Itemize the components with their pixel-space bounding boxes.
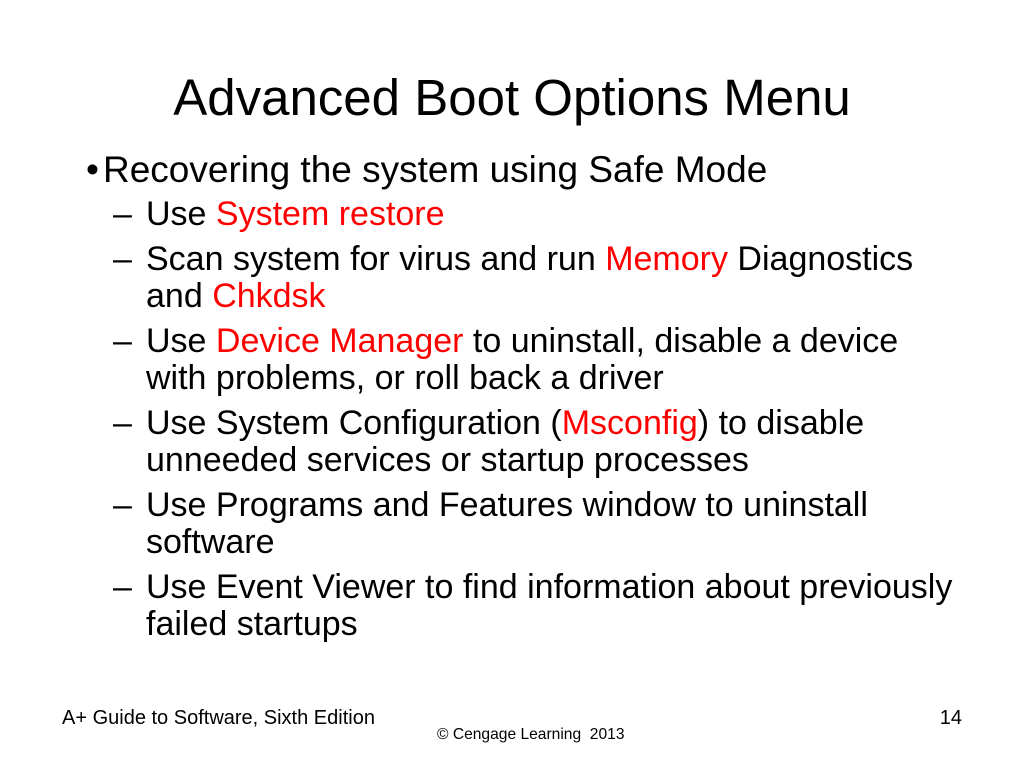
subitem-text: Use Programs and Features window to uninstall software <box>146 486 868 561</box>
highlighted-term: Msconfig <box>561 404 698 442</box>
subitem-text: Diagnostics and <box>146 240 914 315</box>
subitem-text: Use <box>146 322 216 360</box>
bullet-item <box>86 148 963 192</box>
page-number: 14 <box>939 707 962 729</box>
subitem-marker: – <box>113 404 132 442</box>
subitem <box>113 486 964 561</box>
copyright-notice: © Cengage Learning 2013 <box>437 726 625 743</box>
subitem-text: Use <box>146 195 216 233</box>
subitem-text: Scan system for virus and run <box>146 240 606 278</box>
subitem <box>113 240 964 315</box>
subitem <box>113 404 964 479</box>
highlighted-term: Memory <box>605 240 728 278</box>
subitem <box>113 568 964 643</box>
subitem-marker: – <box>113 486 132 524</box>
highlighted-term: Chkdsk <box>212 277 326 315</box>
highlighted-term: Device Manager <box>215 322 464 360</box>
subitem-text: Use System Configuration ( <box>146 404 562 442</box>
bullet-text: Recovering the system using Safe Mode <box>103 149 768 190</box>
bullet-marker: • <box>86 149 99 190</box>
subitem-list <box>113 195 964 643</box>
subitem-marker: – <box>113 568 132 606</box>
subitem <box>113 322 964 397</box>
subitem-marker: – <box>113 322 132 360</box>
subitem-marker: – <box>113 240 132 278</box>
subitem-marker: – <box>113 195 132 233</box>
subitem-text: ) to disable unneeded services or startup processes <box>146 404 865 479</box>
slide-title: Advanced Boot Options Menu <box>173 69 851 126</box>
footer-course-title: A+ Guide to Software, Sixth Edition <box>62 707 375 729</box>
subitem <box>113 195 964 233</box>
subitem-text: Use Event Viewer to find information about previously failed startups <box>146 568 953 643</box>
subitem-text: to uninstall, disable a device with problems, or roll back a driver <box>146 322 899 397</box>
highlighted-term: System restore <box>215 195 445 233</box>
